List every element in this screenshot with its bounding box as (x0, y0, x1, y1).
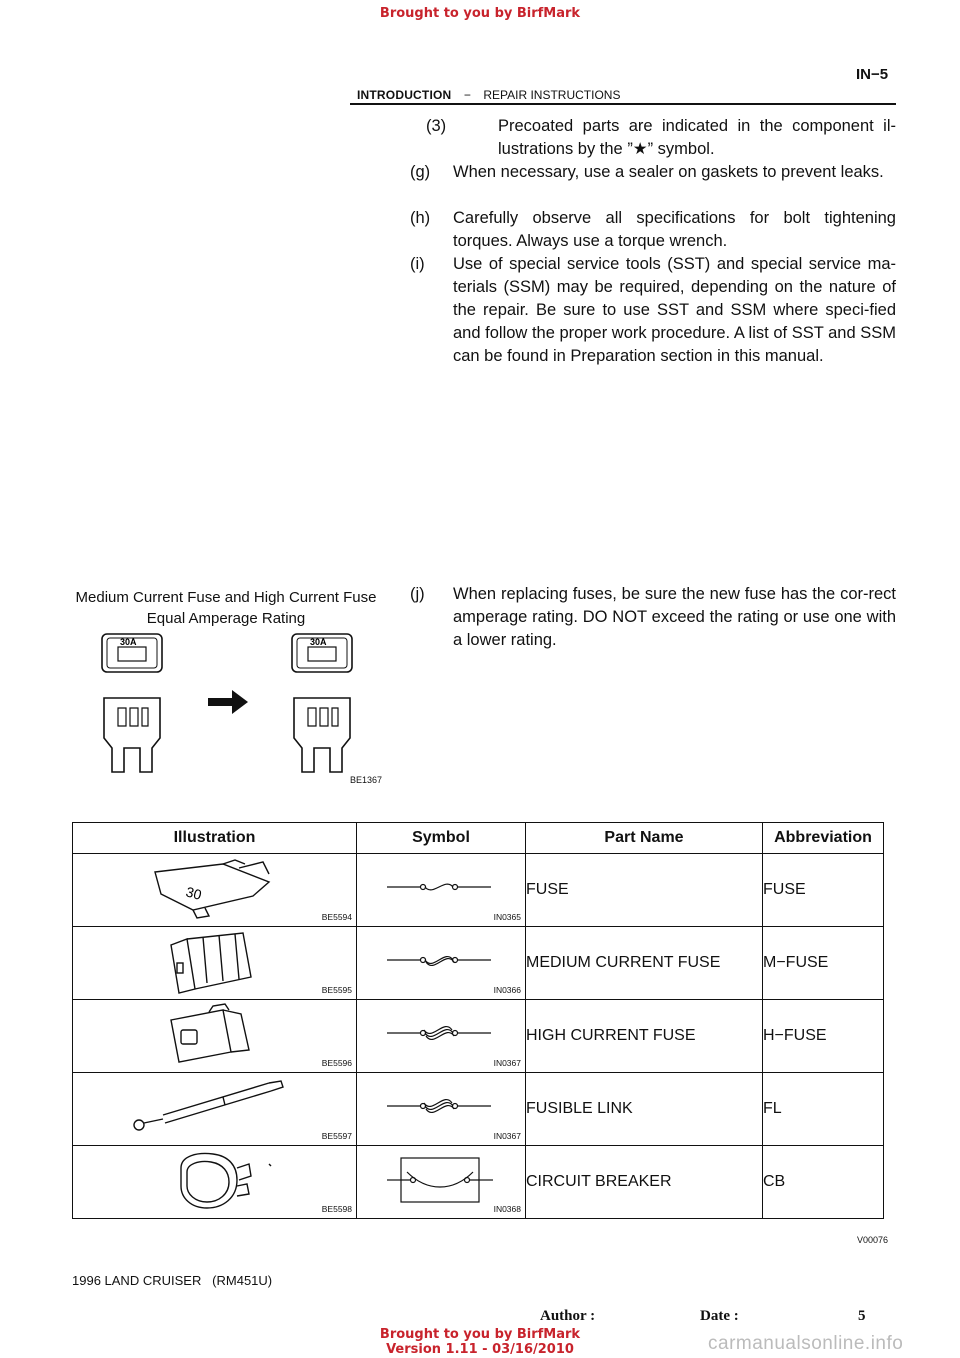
symbol-cell (357, 1146, 526, 1219)
illustration-code: BE5594 (321, 912, 352, 922)
symbol-code: IN0367 (493, 1131, 521, 1141)
paragraph-text: Carefully observe all specifications for bolt tightening torques. Always use a torque wrench. (453, 209, 896, 250)
paragraph-label: (h) (410, 209, 431, 227)
fuse-replacement-illustration (90, 630, 390, 790)
symbol-cell (357, 927, 526, 1000)
paragraph-text: When replacing fuses, be sure the new fuse has the cor-rect amperage rating. DO NOT exceed the rating or use one with a lower rating. (453, 585, 896, 649)
illustration-code: BE5598 (321, 1204, 352, 1214)
parts-table (72, 822, 884, 1219)
fuse-body-right (294, 698, 350, 772)
col-header-illustration: Illustration (73, 823, 357, 854)
table-row (73, 1073, 884, 1146)
watermark-bottom-line2: Version 1.11 - 03/16/2010 (386, 1342, 574, 1357)
symbol-cell (357, 854, 526, 927)
high-fuse-illustration (73, 1000, 357, 1067)
part-name-cell: FUSIBLE LINK (526, 1073, 763, 1146)
circuit-breaker-illustration (73, 1146, 357, 1213)
high-fuse-symbol-icon (357, 1000, 526, 1067)
col-header-part-name: Part Name (526, 823, 763, 854)
paragraph-label: (3) (426, 117, 447, 135)
paragraph-text: Precoated parts are indicated in the component il-lustrations by the ”★” symbol. (498, 117, 896, 158)
paragraph-text: Use of special service tools (SST) and special service ma-terials (SSM) may be required, depending on the nature of the repair. Be sure to use SST and SSM where speci-fied and follow the proper work procedure. A list of SST and SSM can be found in Preparation section in this manual. (453, 255, 896, 365)
footer-model: 1996 LAND CRUISER (RM451U) (72, 1273, 273, 1288)
abbreviation-cell: FUSE (763, 854, 884, 927)
col-header-abbreviation: Abbreviation (763, 823, 884, 854)
symbol-code: IN0368 (493, 1204, 521, 1214)
date-label: Date : (700, 1308, 739, 1324)
illustration-code: BE5597 (321, 1131, 352, 1141)
page-tag: IN−5 (856, 66, 889, 83)
watermark-top: Brought to you by BirfMark (379, 6, 581, 21)
illustration-cell (73, 854, 357, 927)
paragraph-i (410, 253, 896, 393)
medium-fuse-symbol-icon (357, 927, 526, 994)
header-section: INTRODUCTION (357, 88, 452, 102)
symbol-code: IN0367 (493, 1058, 521, 1068)
abbreviation-cell: H−FUSE (763, 1000, 884, 1073)
illustration-cell (73, 1073, 357, 1146)
table-row (73, 854, 884, 927)
symbol-cell (357, 1000, 526, 1073)
table-row (73, 1000, 884, 1073)
illustration-code: BE5596 (321, 1058, 352, 1068)
part-name-cell: MEDIUM CURRENT FUSE (526, 927, 763, 1000)
illustration-cell (73, 1146, 357, 1219)
header-dash: − (463, 88, 471, 102)
paragraph-j (410, 583, 896, 653)
fuse-rating-right: 30A (310, 637, 327, 647)
paragraph-label: (i) (410, 255, 425, 273)
circuit-breaker-symbol-icon (357, 1146, 526, 1213)
paragraph-g (410, 161, 896, 209)
part-name-cell: CIRCUIT BREAKER (526, 1146, 763, 1219)
fusible-link-symbol-icon (357, 1073, 526, 1140)
abbreviation-cell: CB (763, 1146, 884, 1219)
table-header-row (73, 823, 884, 854)
arrow-right-icon (208, 690, 248, 714)
fuse-figure-caption (60, 587, 392, 629)
figure-code-v00076: V00076 (857, 1235, 889, 1245)
symbol-code: IN0366 (493, 985, 521, 995)
part-name-cell: HIGH CURRENT FUSE (526, 1000, 763, 1073)
running-header (357, 86, 620, 104)
fuse-digit: 30 (184, 883, 204, 903)
site-watermark: carmanualsonline.info (708, 1333, 904, 1354)
paragraph-h (410, 207, 896, 255)
table-row (73, 927, 884, 1000)
paragraph-label: (j) (410, 585, 425, 603)
fuse-rating-left: 30A (120, 637, 137, 647)
paragraph-3 (410, 115, 896, 163)
fusible-link-illustration (73, 1073, 357, 1140)
medium-fuse-illustration (73, 927, 357, 994)
watermark-bottom-line1: Brought to you by BirfMark (379, 1327, 581, 1342)
table-row (73, 1146, 884, 1219)
caption-line-1: Medium Current Fuse and High Current Fuse (75, 589, 377, 606)
paragraph-label: (g) (410, 163, 431, 181)
abbreviation-cell: FL (763, 1073, 884, 1146)
illustration-code: BE5595 (321, 985, 352, 995)
symbol-cell (357, 1073, 526, 1146)
header-subsection: REPAIR INSTRUCTIONS (483, 88, 621, 102)
fuse-body-left (104, 698, 160, 772)
caption-line-2: Equal Amperage Rating (146, 610, 306, 627)
page-number: 5 (858, 1308, 866, 1324)
figure-code-be1367: BE1367 (350, 775, 383, 785)
author-label: Author : (540, 1308, 596, 1324)
header-rule (350, 103, 896, 105)
part-name-cell: FUSE (526, 854, 763, 927)
col-header-symbol: Symbol (357, 823, 526, 854)
illustration-cell (73, 927, 357, 1000)
illustration-cell (73, 1000, 357, 1073)
symbol-code: IN0365 (493, 912, 521, 922)
fuse-illustration (73, 854, 357, 921)
abbreviation-cell: M−FUSE (763, 927, 884, 1000)
paragraph-text: When necessary, use a sealer on gaskets to prevent leaks. (453, 163, 884, 181)
fuse-symbol-icon (357, 854, 526, 921)
